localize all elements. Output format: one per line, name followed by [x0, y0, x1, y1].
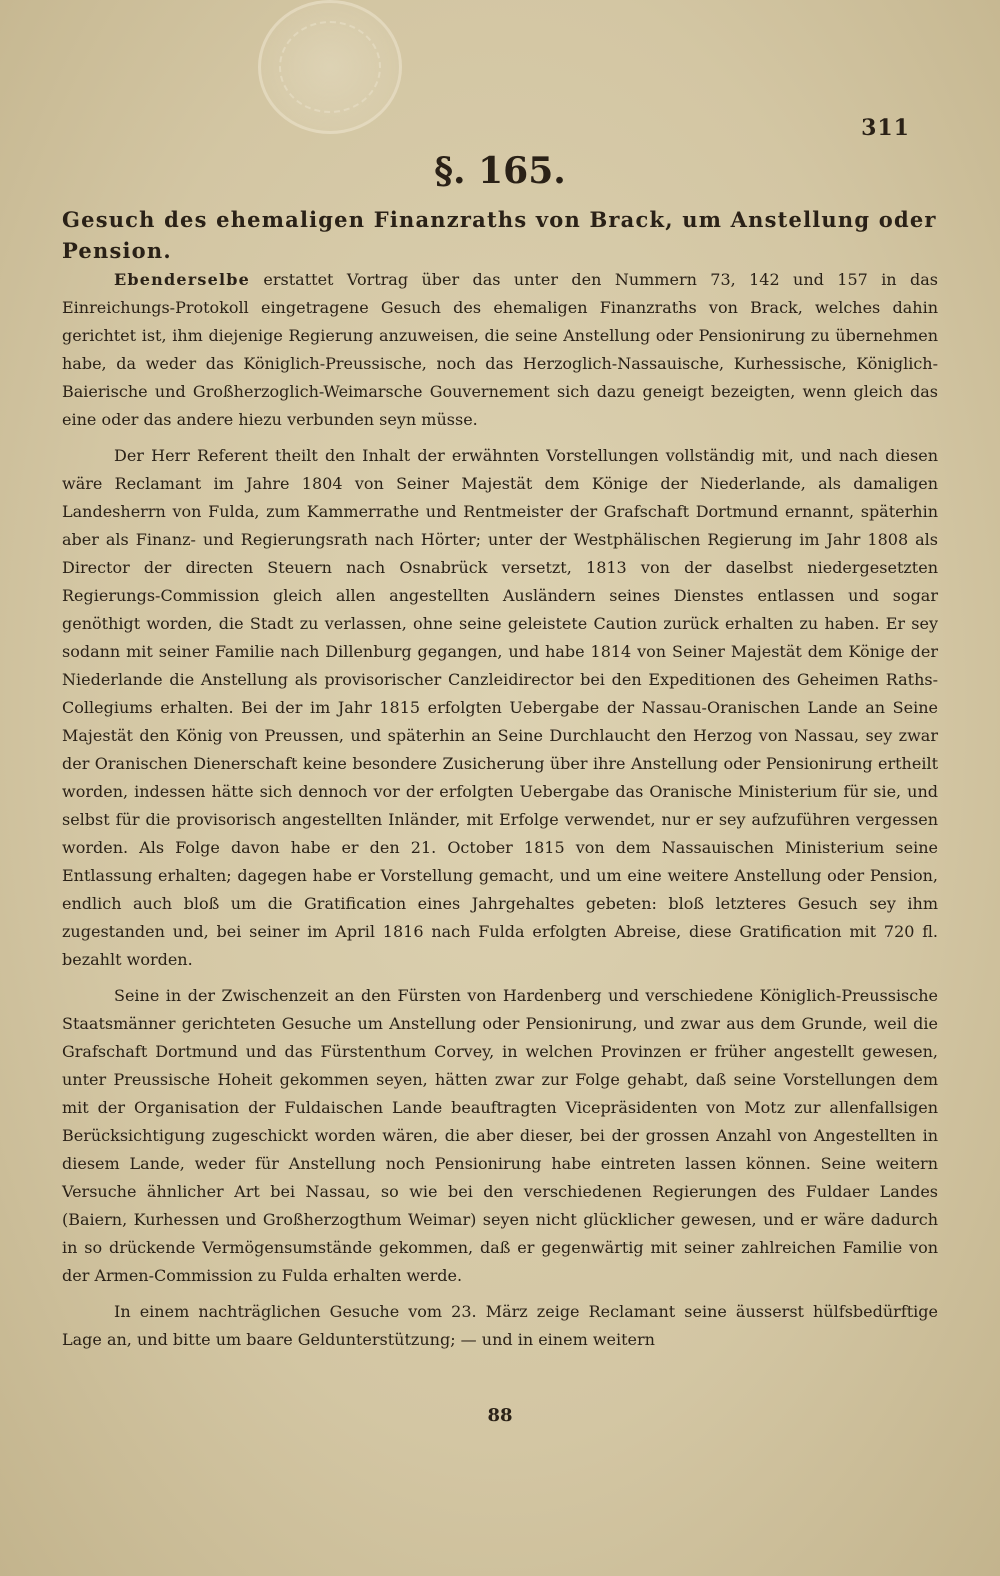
- paragraph-4: [62, 1298, 938, 1354]
- page-number: 311: [861, 115, 910, 141]
- paragraph-text: In einem nachträglichen Gesuche vom 23. März zeige Reclamant seine äusserst hülfsbedürftige Lage an, und bitte um baare Geldunterstützung; — und in einem weitern: [62, 1302, 938, 1349]
- paragraph-1: [62, 266, 938, 434]
- body-text: [62, 266, 938, 1362]
- paragraph-text: Seine in der Zwischenzeit an den Fürsten von Hardenberg und verschiedene Königlich-Preussische Staatsmänner gerichteten Gesuche um Anstellung oder Pensionirung, und zwar aus dem Grunde, weil die Grafschaft Dortmund und das Fürstenthum Corvey, in welchen Provinzen er früher angestellt gewesen, unter Preussische Hoheit gekommen seyen, hätten zwar zur Folge gehabt, daß seine Vorstellungen dem mit der Organisation der Fuldaischen Lande beauftragten Vicepräsidenten von Motz zur allenfallsigen Berücksichtigung zugeschickt worden wären, die aber dieser, bei der grossen Anzahl von Angestellten in diesem Lande, weder für Anstellung noch Pensionirung habe eintreten lassen können. Seine weitern Versuche ähnlicher Art bei Nassau, so wie bei den verschiedenen Regierungen des Fuldaer Landes (Baiern, Kurhessen und Großherzogthum Weimar) seyen nicht glücklicher gewesen, und er wäre dadurch in so drückende Vermögensumstände gekommen, daß er gegenwärtig mit seiner zahlreichen Familie von der Armen-Commission zu Fulda erhalten werde.: [62, 986, 938, 1285]
- library-stamp: [258, 0, 402, 134]
- document-title: Gesuch des ehemaligen Finanzraths von Brack, um Anstellung oder Pension.: [62, 207, 937, 263]
- paragraph-2: [62, 442, 938, 974]
- paragraph-text: Der Herr Referent theilt den Inhalt der erwähnten Vorstellungen vollständig mit, und nach diesen wäre Reclamant im Jahre 1804 von Seiner Majestät dem Könige der Niederlande, als damaligen Landesherrn von Fulda, zum Kammerrathe und Rentmeister der Grafschaft Dortmund ernannt, späterhin aber als Finanz- und Regierungsrath nach Hörter; unter der Westphälischen Regierung im Jahr 1808 als Director der directen Steuern nach Osnabrück versetzt, 1813 von der daselbst niedergesetzten Regierungs-Commission gleich allen angestellten Ausländern seines Dienstes entlassen und sogar genöthigt worden, die Stadt zu verlassen, ohne seine geleistete Caution zurück erhalten zu haben. Er sey sodann mit seiner Familie nach Dillenburg gegangen, und habe 1814 von Seiner Majestät dem Könige der Niederlande die Anstellung als provisorischer Canzleidirector bei den Expeditionen des Geheimen Raths-Collegiums erhalten. Bei der im Jahr 1815 erfolgten Uebergabe der Nassau-Oranischen Lande an Seine Majestät den König von Preussen, und späterhin an Seine Durchlaucht den Herzog von Nassau, sey zwar der Oranischen Dienerschaft keine besondere Zusicherung über ihre Anstellung oder Pensionirung ertheilt worden, indessen hätte sich dennoch vor der erfolgten Uebergabe das Oranische Ministerium für sie, und selbst für die provisorisch angestellten Inländer, mit Erfolge verwendet, nur er sey aufzuführen vergessen worden. Als Folge davon habe er den 21. October 1815 von dem Nassauischen Ministerium seine Entlassung erhalten; dagegen habe er Vorstellung gemacht, und um eine weitere Anstellung oder Pension, endlich auch bloß um die Gratification eines Jahrgehaltes gebeten: bloß letzteres Gesuch sey ihm zugestanden und, bei seiner im April 1816 nach Fulda erfolgten Abreise, diese Gratification mit 720 fl. bezahlt worden.: [62, 446, 938, 969]
- paragraph-lead: Ebenderselbe: [114, 270, 251, 289]
- signature-mark: 88: [487, 1405, 513, 1426]
- paragraph-3: [62, 982, 938, 1290]
- section-heading: §. 165.: [434, 150, 566, 192]
- paragraph-text: erstattet Vortrag über das unter den Nummern 73, 142 und 157 in das Einreichungs-Protokoll eingetragene Gesuch des ehemaligen Finanzraths von Brack, welches dahin gerichtet ist, ihm diejenige Regierung anzuweisen, die seine Anstellung oder Pensionirung zu übernehmen habe, da weder das Königlich-Preussische, noch das Herzoglich-Nassauische, Kurhessische, Königlich-Baierische und Großherzoglich-Weimarsche Gouvernement sich dazu geneigt bezeigten, wenn gleich das eine oder das andere hiezu verbunden seyn müsse.: [62, 270, 938, 429]
